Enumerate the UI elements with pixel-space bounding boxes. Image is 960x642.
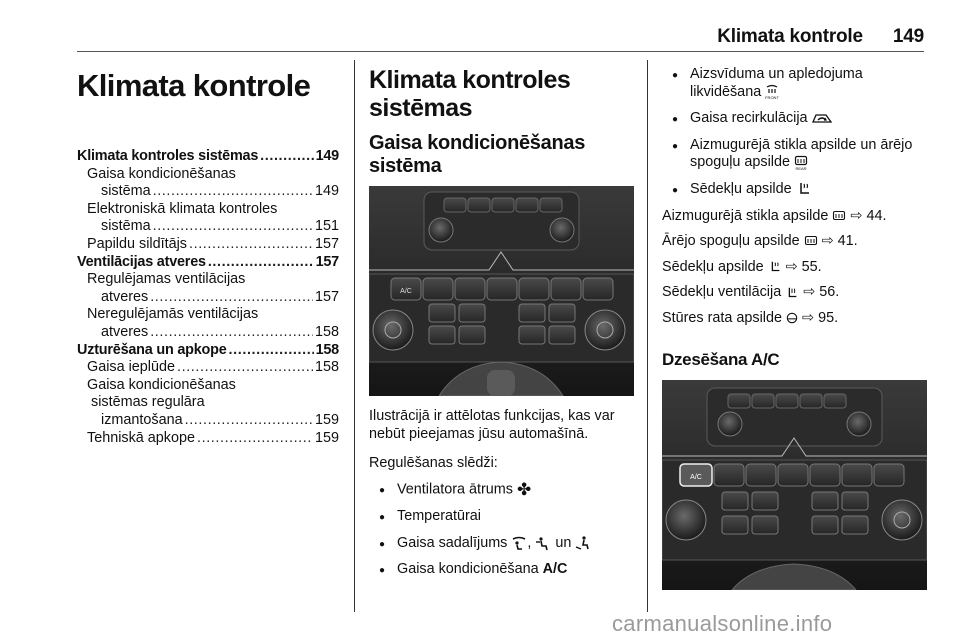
running-header (717, 26, 924, 48)
subsection-title: Gaisa kondicionēšanas sistēma (369, 132, 586, 177)
rear-window-heating-icon (794, 155, 808, 171)
ac-panel-svg (662, 380, 927, 590)
watermark: carmanualsonline.info (612, 611, 833, 636)
arrow-ref-icon: ⇨ (850, 207, 863, 224)
rear-window-heating-icon (832, 210, 846, 222)
cross-reference[interactable]: Sēdekļu apsilde ⇨ 55. (662, 258, 822, 275)
toc-entry[interactable]: Tehniskā apkope ..... 159 (77, 430, 339, 448)
toc-column (77, 60, 339, 447)
steering-wheel-heating-icon (786, 312, 798, 324)
arrow-ref-icon: ⇨ (785, 258, 798, 275)
seat-heating-icon (768, 260, 782, 274)
list-item: ● Gaisa sadalījums , un (369, 535, 634, 553)
ac-label: A/C (542, 561, 568, 578)
list-item: ● Gaisa recirkulācija (662, 110, 927, 128)
controls-intro: Regulēšanas slēdži: (369, 455, 498, 472)
column-divider (354, 60, 355, 612)
toc-entry[interactable]: izmantošana ..... 159 (77, 412, 339, 430)
ac-button-illustration (662, 380, 927, 590)
figure-caption: Ilustrācijā ir attēlotas funkcijas, kas var nebūt pieejamas jūsu automašīnā. (369, 408, 615, 442)
functions-list (662, 66, 927, 199)
list-item: ● Aizmugurējā stikla apsilde un ārējo spoguļu apsilde REAR (662, 137, 927, 172)
fan-icon: ✤ (516, 479, 532, 499)
running-title: Klimata kontrole (717, 26, 863, 47)
air-distribution-feet-icon (575, 535, 591, 551)
cross-reference[interactable]: Stūres rata apsilde ⇨ 95. (662, 309, 839, 326)
section-title: Klimata kontroles sistēmas (369, 66, 571, 122)
list-item: ● Gaisa kondicionēšana A/C (369, 561, 634, 579)
toc-entry[interactable]: atveres ..... 157 (77, 289, 339, 307)
rear-label: REAR (795, 165, 807, 171)
seat-heating-icon (796, 181, 812, 197)
header-rule (77, 51, 924, 52)
toc-entry[interactable]: Gaisa ieplūde ..... 158 (77, 359, 339, 377)
content-column-2 (369, 60, 634, 588)
cross-reference[interactable]: Sēdekļu ventilācija ⇨ 56. (662, 284, 840, 301)
controls-list (369, 481, 634, 579)
toc-entry-line[interactable]: Gaisa kondicionēšanas (87, 165, 236, 182)
front-label: FRONT (765, 94, 780, 100)
climate-panel-illustration (369, 186, 634, 396)
page-number: 149 (892, 26, 924, 47)
toc-entry-line[interactable]: Elektroniskā klimata kontroles (87, 200, 278, 217)
toc-entry[interactable]: sistēma ..... 151 (77, 218, 339, 236)
list-item: ● Temperatūrai (369, 508, 634, 526)
toc-entry[interactable]: sistēma ..... 149 (77, 183, 339, 201)
front-defrost-icon (765, 84, 779, 100)
content-column-3 (662, 60, 927, 590)
toc-entry-line[interactable]: Neregulējamās ventilācijas (87, 306, 259, 323)
arrow-ref-icon: ⇨ (803, 284, 816, 301)
subsection-title: Dzesēšana A/C (662, 349, 780, 369)
toc-entry-line[interactable]: Regulējamas ventilācijas (87, 271, 246, 288)
toc-entry[interactable]: Papildu sildītājs ..... 157 (77, 236, 339, 254)
toc-entry[interactable]: Ventilācijas atveres ..... 157 (77, 254, 339, 272)
toc-entry[interactable]: atveres ..... 158 (77, 324, 339, 342)
toc-entry-line[interactable]: sistēmas regulāra (91, 394, 205, 411)
toc-entry[interactable]: Klimata kontroles sistēmas ..... 149 (77, 148, 339, 166)
air-distribution-face-icon (535, 535, 551, 551)
list-item: ● Sēdekļu apsilde (662, 181, 927, 199)
column-divider (647, 60, 648, 612)
list-item: ● Ventilatora ātrums ✤ (369, 481, 634, 499)
air-recirculation-icon (812, 111, 832, 125)
arrow-ref-icon: ⇨ (802, 309, 815, 326)
chapter-title: Klimata kontrole (77, 68, 311, 103)
panel-ac-label: A/C (400, 288, 412, 295)
toc-entry-line[interactable]: Gaisa kondicionēšanas (87, 376, 236, 393)
rear-window-heating-icon (804, 235, 818, 247)
climate-panel-svg (369, 186, 634, 396)
toc-entry[interactable]: Uzturēšana un apkope ..... 158 (77, 342, 339, 360)
list-item: ● Aizsvīduma un apledojuma likvidēšana FRONT (662, 66, 927, 101)
seat-ventilation-icon (785, 286, 799, 300)
cross-reference[interactable]: Aizmugurējā stikla apsilde ⇨ 44. (662, 207, 887, 224)
panel-ac-label: A/C (690, 473, 702, 481)
cross-reference[interactable]: Ārējo spoguļu apsilde ⇨ 41. (662, 233, 858, 250)
arrow-ref-icon: ⇨ (821, 233, 834, 250)
air-distribution-windscreen-icon (511, 535, 527, 551)
